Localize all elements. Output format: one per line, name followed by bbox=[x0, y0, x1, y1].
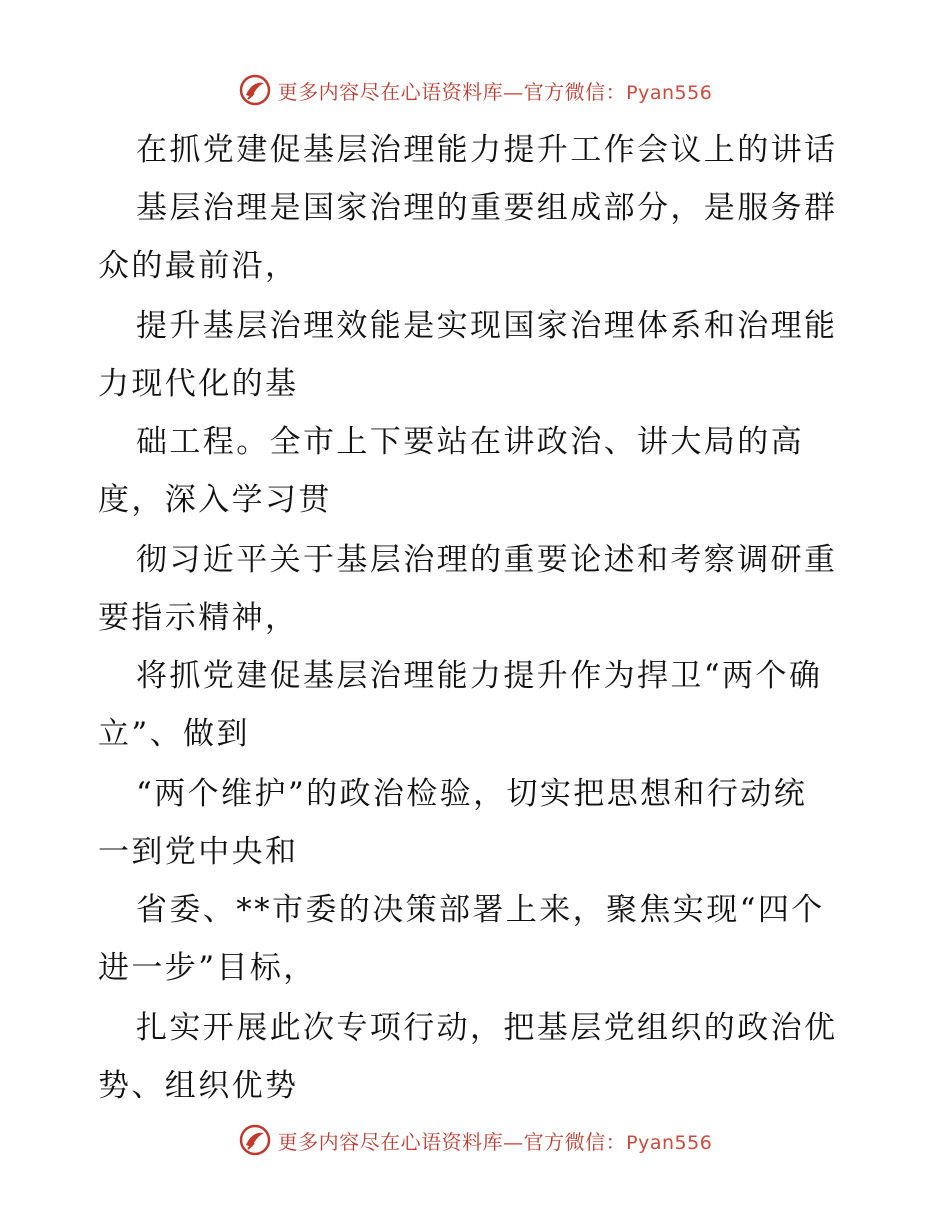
watermark-text bbox=[278, 76, 713, 105]
footer-watermark bbox=[0, 1120, 950, 1160]
header-watermark bbox=[0, 70, 950, 110]
paragraph-line: 进一步”目标， bbox=[98, 950, 317, 986]
paragraph-line: 势、组织优势 bbox=[98, 1068, 299, 1104]
paragraph-line: “两个维护”的政治检验，切实把思想和行动统 bbox=[136, 776, 808, 812]
watermark-separator: — bbox=[503, 1129, 524, 1154]
paragraph-line: 彻习近平关于基层治理的重要论述和考察调研重 bbox=[136, 542, 838, 578]
watermark-handle: Pyan556 bbox=[626, 1131, 713, 1154]
watermark-contact-label: 官方微信： bbox=[523, 79, 627, 104]
watermark-site: 更多内容尽在心语资料库 bbox=[277, 79, 504, 104]
watermark-handle: Pyan556 bbox=[626, 81, 713, 104]
paragraph-line: 提升基层治理效能是实现国家治理体系和治理能 bbox=[136, 308, 838, 344]
paragraph-line: 一到党中央和 bbox=[98, 834, 299, 870]
paragraph-line: 将抓党建促基层治理能力提升作为捍卫“两个确 bbox=[136, 658, 823, 694]
pen-logo-icon bbox=[238, 73, 272, 107]
document-title: 在抓党建促基层治理能力提升工作会议上的讲话 bbox=[136, 132, 838, 168]
paragraph-line: 众的最前沿， bbox=[98, 248, 299, 284]
watermark-site: 更多内容尽在心语资料库 bbox=[277, 1129, 504, 1154]
paragraph-line: 度，深入学习贯 bbox=[98, 482, 332, 518]
paragraph-line: 立”、做到 bbox=[98, 716, 250, 752]
watermark-text bbox=[278, 1126, 713, 1155]
pen-logo-icon bbox=[238, 1123, 272, 1157]
paragraph-line: 础工程。全市上下要站在讲政治、讲大局的高 bbox=[136, 424, 804, 460]
watermark-contact-label: 官方微信： bbox=[523, 1129, 627, 1154]
paragraph-line: 基层治理是国家治理的重要组成部分，是服务群 bbox=[136, 190, 838, 226]
watermark-separator: — bbox=[503, 79, 524, 104]
paragraph-line: 要指示精神， bbox=[98, 600, 299, 636]
paragraph-line: 力现代化的基 bbox=[98, 366, 299, 402]
paragraph-line: 扎实开展此次专项行动，把基层党组织的政治优 bbox=[136, 1010, 838, 1046]
paragraph-line: 省委、**市委的决策部署上来，聚焦实现“四个 bbox=[136, 892, 825, 928]
